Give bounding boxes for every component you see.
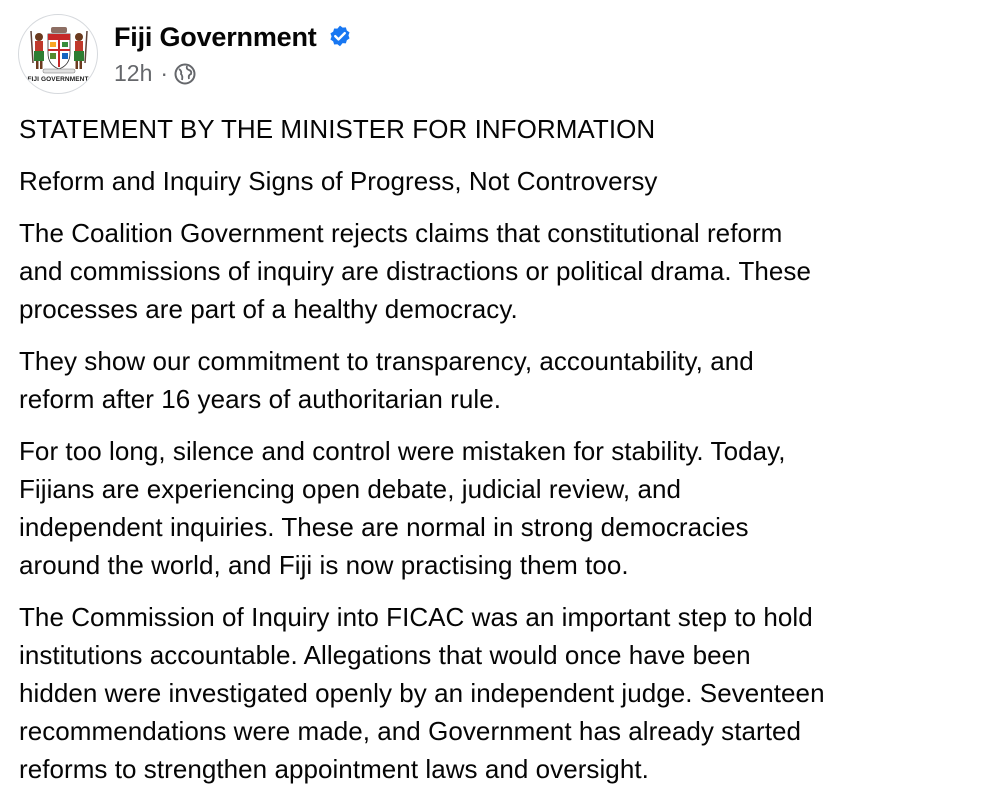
avatar-caption: FIJI GOVERNMENT [27,76,89,83]
verified-badge-icon [327,24,353,50]
globe-icon[interactable] [174,63,196,85]
post-body [19,110,979,802]
meta-separator: · [160,60,169,86]
author-row [114,20,353,54]
post-paragraph-heading: STATEMENT BY THE MINISTER FOR INFORMATION [19,114,656,144]
header-text [114,20,353,87]
post-meta [114,60,353,87]
post-paragraph: The Coalition Government rejects claims that constitutional reform and commissions of inquiry are distractions or political drama. These processes are part of a healthy democracy. [19,218,811,324]
page-name[interactable]: Fiji Government [114,21,317,52]
post-paragraph-subheading: Reform and Inquiry Signs of Progress, Not Controversy [19,166,658,196]
post-paragraph: The Commission of Inquiry into FICAC was an important step to hold institutions accountable. Allegations that would once have been hidden were investigated openly by an independent judge. Seventeen recommendations were made, and Government has already started reforms to strengthen appointment laws and oversight. [19,602,825,784]
post-paragraph: For too long, silence and control were mistaken for stability. Today, Fijians are experiencing open debate, judicial review, and independent inquiries. These are normal in strong democracies around the world, and Fiji is now practising them too. [19,436,786,580]
post-timestamp[interactable]: 12h [114,60,153,86]
post-paragraph: They show our commitment to transparency, accountability, and reform after 16 years of authoritarian rule. [19,346,754,414]
post-header [18,14,353,98]
avatar[interactable] [18,14,98,94]
